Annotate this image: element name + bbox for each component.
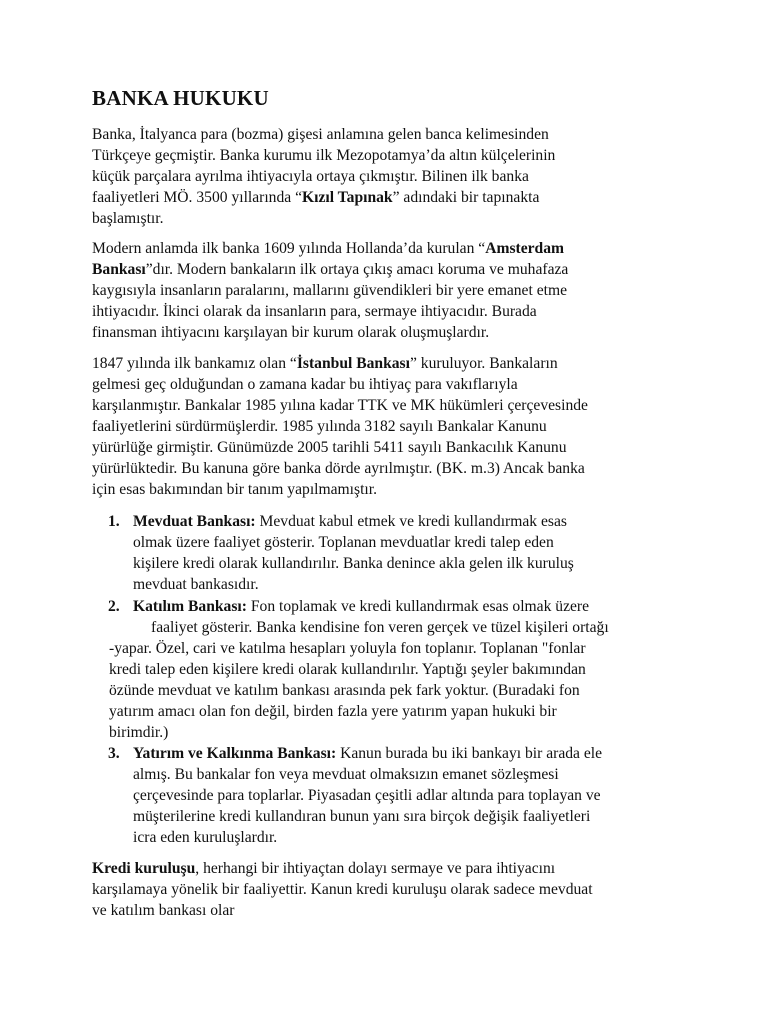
text-line: özünde mevduat ve katılım bankası arasında pek fark yoktur. (Buradaki fon bbox=[109, 682, 580, 699]
paragraph-history bbox=[92, 353, 682, 500]
list-item-text bbox=[109, 596, 609, 743]
bold-term: Bankası bbox=[92, 261, 146, 278]
text-line bbox=[92, 858, 682, 879]
list-number: 1. bbox=[108, 513, 120, 530]
text-span: ” kuruluyor. Bankaların bbox=[409, 355, 558, 372]
text-line: karşılanmıştır. Bankalar 1985 yılına kadar TTK ve MK hükümleri çerçevesinde bbox=[92, 397, 588, 414]
text-span: , herhangi bir ihtiyaçtan dolayı sermaye ve para ihtiyacını bbox=[195, 860, 556, 877]
text-line: -yapar. Özel, cari ve katılma hesapları yoluyla fon toplanır. Toplanan "fonlar bbox=[109, 640, 586, 657]
bold-term: İstanbul Bankası bbox=[296, 355, 410, 372]
text-line: faaliyetlerini sürdürmüşlerdir. 1985 yılında 3182 sayılı Bankalar Kanunu bbox=[92, 418, 547, 435]
text-line: mevduat bankasıdır. bbox=[133, 576, 259, 593]
text-span: Mevduat kabul etmek ve kredi kullandırmak esas bbox=[255, 513, 567, 530]
text-line: kredi talep eden kişilere kredi olarak kullandırılır. Yaptığı şeyler bakımından bbox=[109, 661, 586, 678]
text-span: ” adındaki bir tapınakta bbox=[392, 189, 540, 206]
text-line: küçük parçalara ayrılma ihtiyacıyla ortaya çıkmıştır. Bilinen ilk banka bbox=[92, 168, 529, 185]
text-line: Türkçeye geçmiştir. Banka kurumu ilk Mezopotamya’da altın külçelerinin bbox=[92, 147, 556, 164]
text-line: müşterilerine kredi kullandıran bunun yanı sıra birçok değişik faaliyetleri bbox=[133, 808, 591, 825]
text-line: gelmesi geç olduğundan o zamana kadar bu ihtiyaç para vakıflarıyla bbox=[92, 376, 518, 393]
list-number: 3. bbox=[108, 745, 120, 762]
text-line: olmak üzere faaliyet gösterir. Toplanan mevduatlar kredi talep eden bbox=[133, 534, 554, 551]
text-span: Kanun burada bu iki bankayı bir arada ele bbox=[336, 745, 603, 762]
text-line bbox=[133, 743, 602, 764]
text-span: Fon toplamak ve kredi kullandırmak esas olmak üzere bbox=[246, 598, 590, 615]
text-line: ve katılım bankası olar bbox=[92, 902, 235, 919]
text-line bbox=[133, 511, 574, 532]
text-line: çerçevesinde para toplarlar. Piyasadan çeşitli adlar altında para toplayan ve bbox=[133, 787, 601, 804]
text-span: Modern anlamda ilk banka 1609 yılında Hollanda’da kurulan “ bbox=[92, 240, 486, 257]
bold-term: Katılım Bankası: bbox=[133, 598, 247, 615]
text-span: 1847 yılında ilk bankamız olan “ bbox=[92, 355, 297, 372]
text-line: faaliyet gösterir. Banka kendisine fon veren gerçek ve tüzel kişileri ortağı bbox=[151, 619, 609, 636]
list-number: 2. bbox=[108, 598, 120, 615]
list-item-text bbox=[133, 743, 602, 848]
paragraph-credit-institution bbox=[92, 858, 682, 921]
text-line: karşılamaya yönelik bir faaliyettir. Kanun kredi kuruluşu olarak sadece mevduat bbox=[92, 881, 593, 898]
text-span: ”dır. Modern bankaların ilk ortaya çıkış amacı koruma ve muhafaza bbox=[145, 261, 569, 278]
text-line: yatırım amacı olan fon değil, birden fazla yere yatırım yapan hukuki bir bbox=[109, 703, 557, 720]
bold-term: Mevduat Bankası: bbox=[133, 513, 256, 530]
bold-term: Yatırım ve Kalkınma Bankası: bbox=[133, 745, 337, 762]
text-line bbox=[133, 596, 609, 617]
text-line: Banka, İtalyanca para (bozma) gişesi anlamına gelen banca kelimesinden bbox=[92, 126, 549, 143]
paragraph-modern bbox=[92, 238, 682, 343]
text-line: yürürlüktedir. Bu kanuna göre banka dörde ayrılmıştır. (BK. m.3) Ancak banka bbox=[92, 460, 585, 477]
text-line: başlamıştır. bbox=[92, 210, 164, 227]
text-line: finansman ihtiyacını karşılayan bir kurum olarak oluşmuşlardır. bbox=[92, 324, 490, 341]
text-line bbox=[92, 187, 682, 208]
text-line: için esas bakımından bir tanım yapılmamıştır. bbox=[92, 481, 377, 498]
text-line bbox=[92, 353, 682, 374]
text-line bbox=[92, 259, 682, 280]
paragraph-origin bbox=[92, 124, 682, 229]
bold-term: Amsterdam bbox=[485, 240, 565, 257]
text-line: almış. Bu bankalar fon veya mevduat olmaksızın emanet sözleşmesi bbox=[133, 766, 559, 783]
bold-term: Kızıl Tapınak bbox=[302, 189, 393, 206]
text-line: birimdir.) bbox=[109, 724, 169, 741]
bold-term: Kredi kuruluşu bbox=[92, 860, 196, 877]
text-line: icra eden kuruluşlardır. bbox=[133, 829, 278, 846]
text-line: kaygısıyla insanların paralarını, mallarını güvendikleri bir yere emanet etme bbox=[92, 282, 568, 299]
text-line bbox=[92, 238, 682, 259]
list-item-text bbox=[133, 511, 574, 595]
text-line: ihtiyacıdır. İkinci olarak da insanların para, sermaye ihtiyacıdır. Burada bbox=[92, 303, 537, 320]
document-title: BANKA HUKUKU bbox=[92, 86, 269, 110]
text-line: kişilere kredi olarak kullandırılır. Banka denince akla gelen ilk kuruluş bbox=[133, 555, 574, 572]
text-span: faaliyetleri MÖ. 3500 yıllarında “ bbox=[92, 189, 303, 206]
text-line: yürürlüğe girmiştir. Günümüzde 2005 tarihli 5411 sayılı Bankacılık Kanunu bbox=[92, 439, 567, 456]
